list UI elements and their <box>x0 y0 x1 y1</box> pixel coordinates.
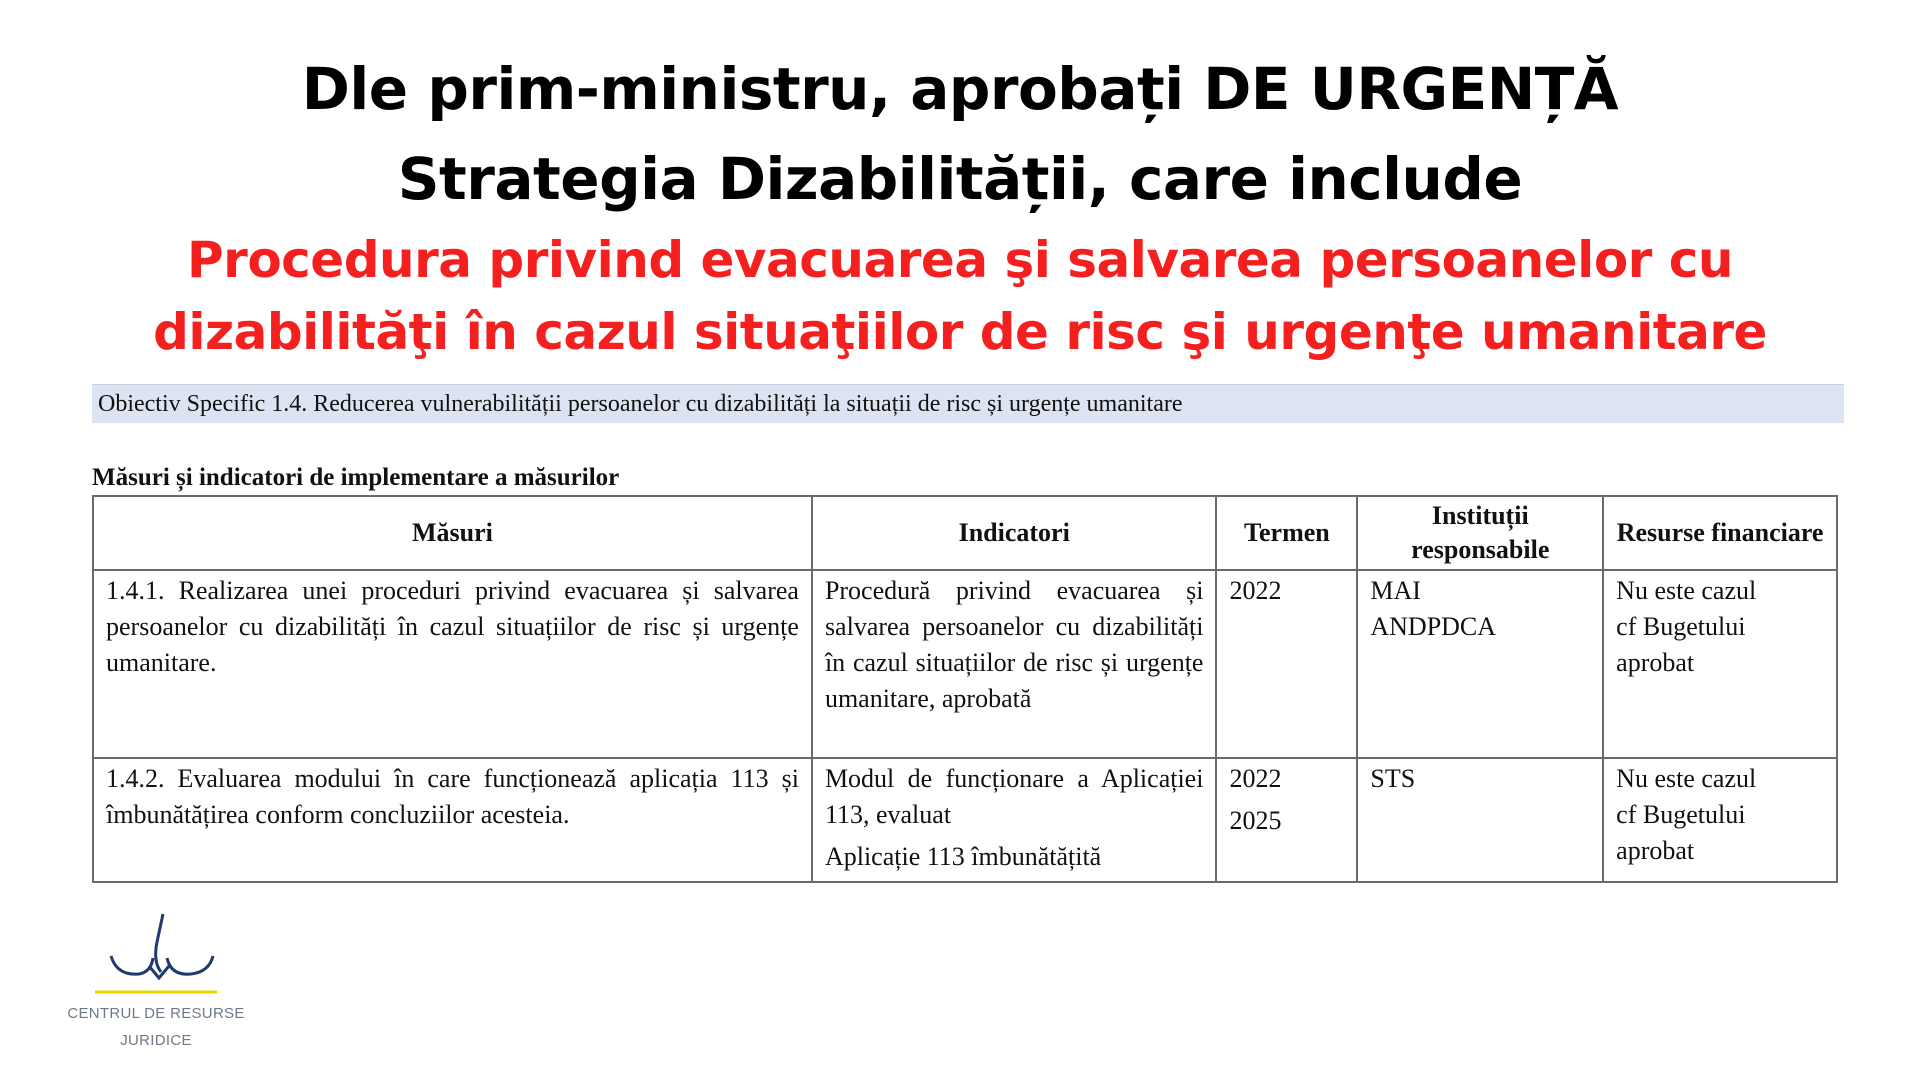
header-institutii-line-1: Instituții <box>1431 501 1529 530</box>
cell-termen <box>1216 570 1357 758</box>
resurse-line-2: cf Bugetului <box>1616 800 1746 829</box>
institutie-line-1: STS <box>1370 764 1416 793</box>
termen-line-1: 2022 <box>1229 576 1282 605</box>
logo-line-2: JURIDICE <box>120 1032 192 1049</box>
header-institutii <box>1357 496 1603 570</box>
section-title: Măsuri și indicatori de implementare a măsurilor <box>92 464 620 491</box>
table-header-row <box>93 496 1837 570</box>
objective-banner: Obiectiv Specific 1.4. Reducerea vulnerabilității persoanelor cu dizabilități la situații de risc și urgențe umanitare <box>92 384 1844 423</box>
resurse-line-1: Nu este cazul <box>1616 764 1757 793</box>
logo-line-1: CENTRUL DE RESURSE <box>67 1005 245 1022</box>
header-indicatori: Indicatori <box>812 496 1217 570</box>
indicator-line-1: Modul de funcționare a Aplicației 113, evaluat <box>824 764 1204 829</box>
measures-table <box>92 495 1838 883</box>
headline-red-line-2: dizabilităţi în cazul situaţiilor de risc şi urgenţe umanitare <box>153 303 1767 361</box>
header-institutii-line-2: responsabile <box>1411 535 1550 564</box>
resurse-line-3: aprobat <box>1616 836 1695 865</box>
institutie-line-2: ANDPDCA <box>1370 612 1497 641</box>
headline <box>0 44 1920 368</box>
indicator-line-1: Procedură privind evacuarea și salvarea persoanelor cu dizabilități în cazul situațiilor de risc și urgențe umanitare, aprobată <box>824 576 1204 713</box>
institutie-line-1: MAI <box>1370 576 1421 605</box>
header-termen: Termen <box>1216 496 1357 570</box>
cell-termen <box>1216 758 1357 882</box>
scales-of-justice-icon <box>91 912 221 998</box>
headline-line-1: Dle prim-ministru, aprobați DE URGENȚĂ <box>301 55 1619 123</box>
header-masuri: Măsuri <box>93 496 812 570</box>
cell-institutii <box>1357 570 1603 758</box>
cell-resurse <box>1603 758 1837 882</box>
cell-indicator <box>812 758 1217 882</box>
cell-resurse <box>1603 570 1837 758</box>
cell-masura: 1.4.1. Realizarea unei proceduri privind evacuarea și salvarea persoanelor cu dizabilități în cazul situațiilor de risc și urgențe umanitare. <box>93 570 812 758</box>
termen-line-2: 2025 <box>1229 806 1282 835</box>
table-row <box>93 570 1837 758</box>
document-excerpt <box>92 384 1844 883</box>
headline-red-line-1: Procedura privind evacuarea şi salvarea persoanelor cu <box>187 231 1733 289</box>
termen-line-1: 2022 <box>1229 764 1282 793</box>
resurse-line-1: Nu este cazul <box>1616 576 1757 605</box>
cell-institutii <box>1357 758 1603 882</box>
header-resurse <box>1603 496 1837 570</box>
resurse-line-2: cf Bugetului <box>1616 612 1746 641</box>
cell-indicator <box>812 570 1217 758</box>
header-resurse-line-2: financiare <box>1711 518 1824 547</box>
resurse-line-3: aprobat <box>1616 648 1695 677</box>
organization-logo <box>56 912 256 1052</box>
header-resurse-line-1: Resurse <box>1616 518 1705 547</box>
table-row <box>93 758 1837 882</box>
headline-line-2: Strategia Dizabilității, care include <box>397 145 1523 213</box>
indicator-line-2: Aplicație 113 îmbunătățită <box>824 842 1102 871</box>
cell-masura: 1.4.2. Evaluarea modului în care funcționează aplicația 113 și îmbunătățirea conform concluziilor acesteia. <box>93 758 812 882</box>
